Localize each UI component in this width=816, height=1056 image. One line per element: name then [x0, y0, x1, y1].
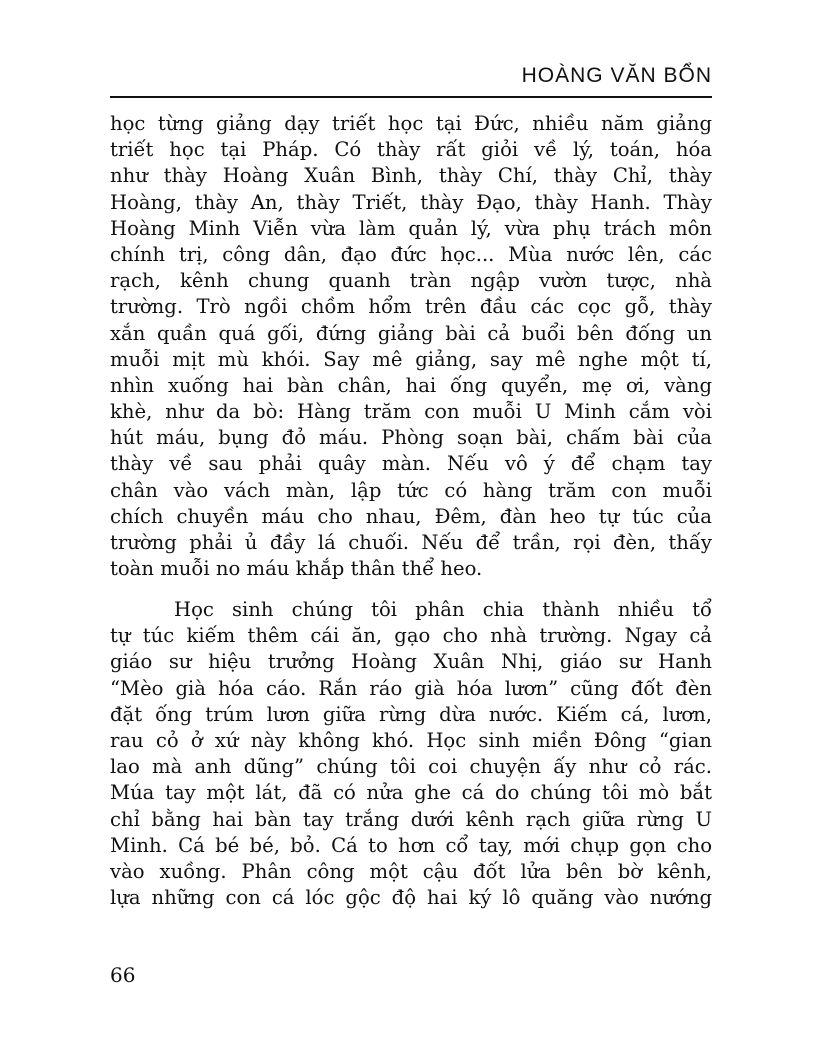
text-line: như thày Hoàng Xuân Bình, thày Chí, thày Chỉ, thày: [110, 164, 712, 188]
text-line: chính trị, công dân, đạo đức học... Mùa nước lên, các: [110, 242, 712, 266]
text-line: vào xuồng. Phân công một cậu đốt lửa bên bờ kênh,: [110, 859, 712, 883]
text-line: chích chuyền máu cho nhau, Đêm, đàn heo tự túc của: [110, 504, 712, 528]
text-line: đặt ống trúm lươn giữa rừng dừa nước. Kiếm cá, lươn,: [110, 702, 712, 726]
text-line: thày về sau phải quây màn. Nếu vô ý để chạm tay: [110, 452, 712, 476]
header-rule: [110, 96, 712, 98]
text-line: muỗi mịt mù khói. Say mê giảng, say mê nghe một tí,: [110, 347, 712, 371]
text-line: tự túc kiếm thêm cái ăn, gạo cho nhà trường. Ngay cả: [110, 624, 712, 648]
text-line: lựa những con cá lóc gộc độ hai ký lô quăng vào nướng: [110, 886, 712, 910]
text-line: lao mà anh dũng” chúng tôi coi chuyện ấy như cỏ rác.: [110, 755, 712, 779]
text-line: khè, như da bò: Hàng trăm con muỗi U Minh cắm vòi: [110, 400, 712, 424]
text-line: chỉ bằng hai bàn tay trắng dưới kênh rạch giữa rừng U: [110, 807, 712, 831]
text-line: Hoàng, thày An, thày Triết, thày Đạo, thày Hanh. Thày: [110, 190, 712, 214]
text-line: trường phải ủ đầy lá chuối. Nếu để trần, rọi đèn, thấy: [110, 531, 712, 554]
text-line: Minh. Cá bé bé, bỏ. Cá to hơn cổ tay, mới chụp gọn cho: [110, 833, 712, 857]
text-line: xắn quần quá gối, đứng giảng bài cả buổi bên đống un: [110, 321, 712, 345]
text-line: Học sinh chúng tôi phân chia thành nhiều tổ: [174, 598, 712, 621]
text-line: hút máu, bụng đỏ máu. Phòng soạn bài, chấm bài của: [110, 426, 712, 450]
page-number: 66: [110, 963, 136, 987]
running-header-author: HOÀNG VĂN BỔN: [521, 64, 712, 87]
paragraph-1: [110, 111, 712, 582]
paragraph-2: [110, 597, 712, 911]
text-line: Hoàng Minh Viễn vừa làm quản lý, vừa phụ trách môn: [110, 216, 712, 240]
text-line: học từng giảng dạy triết học tại Đức, nhiều năm giảng: [110, 112, 712, 135]
text-line: rạch, kênh chung quanh tràn ngập vườn tược, nhà: [110, 269, 712, 293]
text-line: chân vào vách màn, lập tức có hàng trăm con muỗi: [110, 478, 712, 502]
text-line: nhìn xuống hai bàn chân, hai ống quyển, mẹ ơi, vàng: [110, 373, 712, 397]
text-line: giáo sư hiệu trưởng Hoàng Xuân Nhị, giáo sư Hanh: [110, 650, 712, 674]
text-line: “Mèo già hóa cáo. Rắn ráo già hóa lươn” cũng đốt đèn: [110, 676, 712, 700]
text-line: toàn muỗi no máu khắp thân thể heo.: [110, 557, 483, 581]
text-line: triết học tại Pháp. Có thày rất giỏi về lý, toán, hóa: [110, 138, 712, 162]
text-line: rau cỏ ở xứ này không khó. Học sinh miền Đông “gian: [110, 728, 712, 752]
text-line: Múa tay một lát, đã có nửa ghe cá do chúng tôi mò bắt: [110, 781, 712, 805]
text-line: trường. Trò ngồi chồm hổm trên đầu các cọc gỗ, thày: [110, 295, 712, 319]
